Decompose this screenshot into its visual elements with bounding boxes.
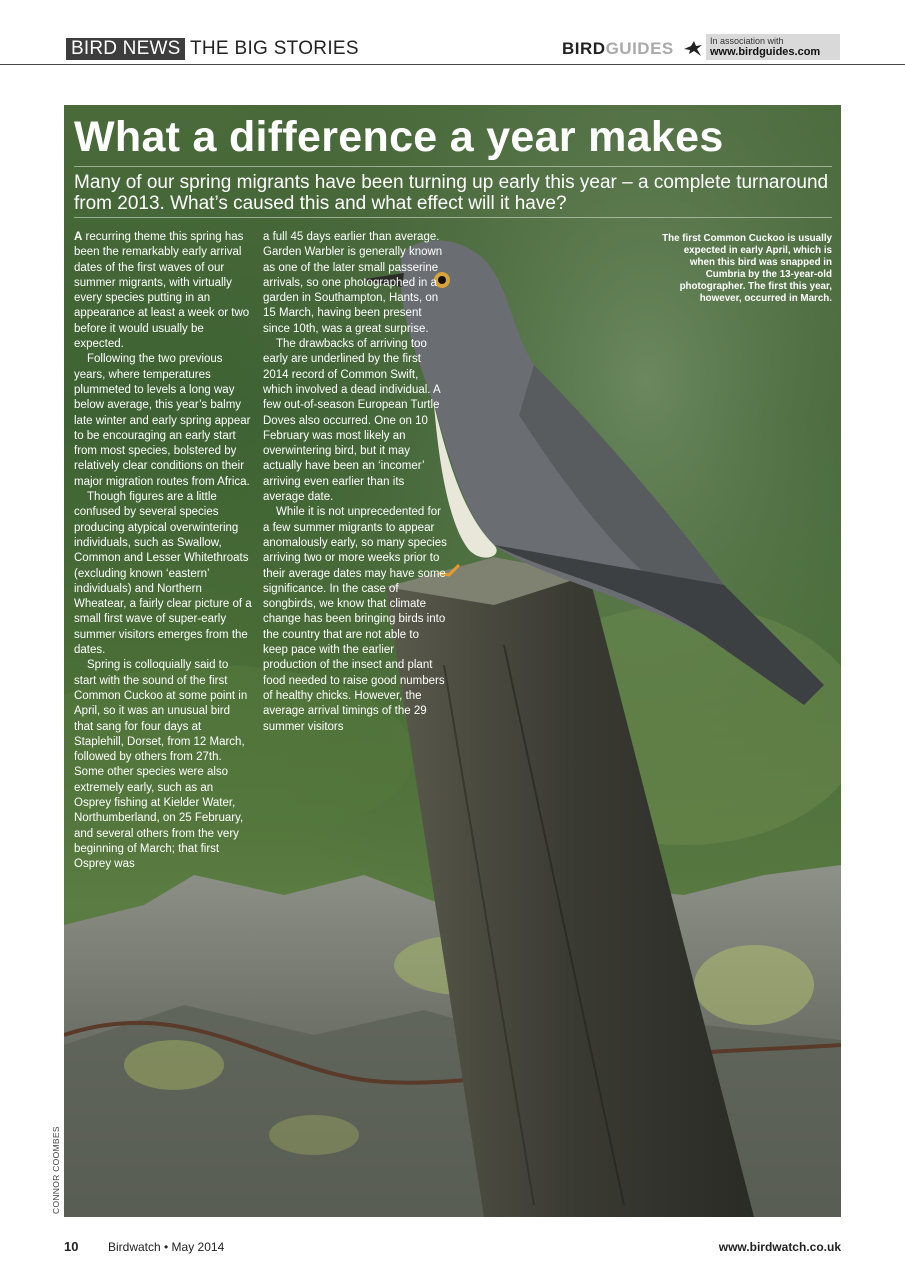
paragraph: Spring is colloquially said to start with the sound of the first Common Cuckoo at some point in April, so it was an unusual bird that sang for four days at Staplehill, Dorset, from 12 March, followed by others from 27th. Some other species were also extremely early, such as an Osprey fishing at Kielder Water, Northumberland, on 25 February, and several others from the very beginning of March; that first Osprey was [74, 659, 248, 871]
birdguides-logo [562, 38, 674, 60]
header-rule [0, 64, 905, 65]
paragraph: a full 45 days earlier than average. Garden Warbler is generally known as one of the later small passerine arrivals, so one photographed in a garden in Southampton, Hants, on 15 March, having been present since 10th, was a great surprise. [263, 231, 443, 335]
headline-rule [74, 166, 832, 167]
paragraph: Following the two previous years, where temperatures plummeted to levels a long way below average, this year’s balmy late winter and early spring appear to be encouraging an early start from most species, bolstered by relatively clear conditions on their major migration routes from Africa. [74, 353, 251, 488]
paragraph [74, 230, 252, 352]
assoc-url[interactable]: www.birdguides.com [710, 46, 821, 58]
paragraph: The drawbacks of arriving too early are underlined by the first 2014 record of Common Swift, which involved a dead individual. A few out-of-season European Turtle Doves also occurred. One on 10 February was most likely an overwintering bird, but it may actually have been an ‘incomer’ arriving even earlier than its average date. [263, 338, 441, 504]
body-column-1 [74, 230, 252, 872]
standfirst-rule [74, 217, 832, 218]
assoc-label: In association with [710, 36, 784, 46]
paragraph-text: recurring theme this spring has been the remarkably early arrival dates of the first waves of our summer migrants, with virtually every species putting in an appearance at least a week or two before it would usually be expected. [74, 231, 250, 351]
brand-part1: BIRD [562, 39, 606, 58]
section-tag: BIRD NEWS [66, 38, 185, 60]
brand-part2: GUIDES [605, 39, 674, 58]
bird-logo-icon [682, 38, 704, 60]
photo-credit: CONNOR COOMBES [51, 1126, 61, 1214]
page-number: 10 [64, 1239, 79, 1254]
headline: What a difference a year makes [74, 113, 724, 161]
standfirst: Many of our spring migrants have been turning up early this year – a complete turnaround from 2013. What’s caused this and what effect will it have? [74, 172, 829, 214]
section-title: THE BIG STORIES [190, 38, 359, 59]
drop-cap: A [74, 231, 83, 243]
footer-website-link[interactable]: www.birdwatch.co.uk [718, 1240, 841, 1254]
page-header [0, 0, 905, 66]
body-column-2 [263, 230, 447, 735]
publication-info: Birdwatch • May 2014 [108, 1240, 225, 1254]
paragraph: While it is not unprecedented for a few summer migrants to appear anomalously early, so many species arriving two or more weeks prior to their average dates may have some significance. In the case of songbirds, we know that climate change has been bringing birds into the country that are not able to keep pace with the earlier production of the insect and plant food needed to raise good numbers of healthy chicks. However, the average arrival timings of the 29 summer visitors [263, 506, 447, 733]
paragraph: Though figures are a little confused by several species producing atypical overwintering individuals, such as Swallow, Common and Lesser Whitethroats (excluding known ‘eastern’ individuals) and Northern Wheatear, a fairly clear picture of a small first wave of super-early summer visitors emerges from the dates. [74, 491, 252, 657]
photo-caption: The first Common Cuckoo is usually expected in early April, which is when this bird was snapped in Cumbria by the 13-year-old photographer. The first this year, however, occurred in March. [662, 233, 832, 304]
association-box [706, 34, 840, 60]
